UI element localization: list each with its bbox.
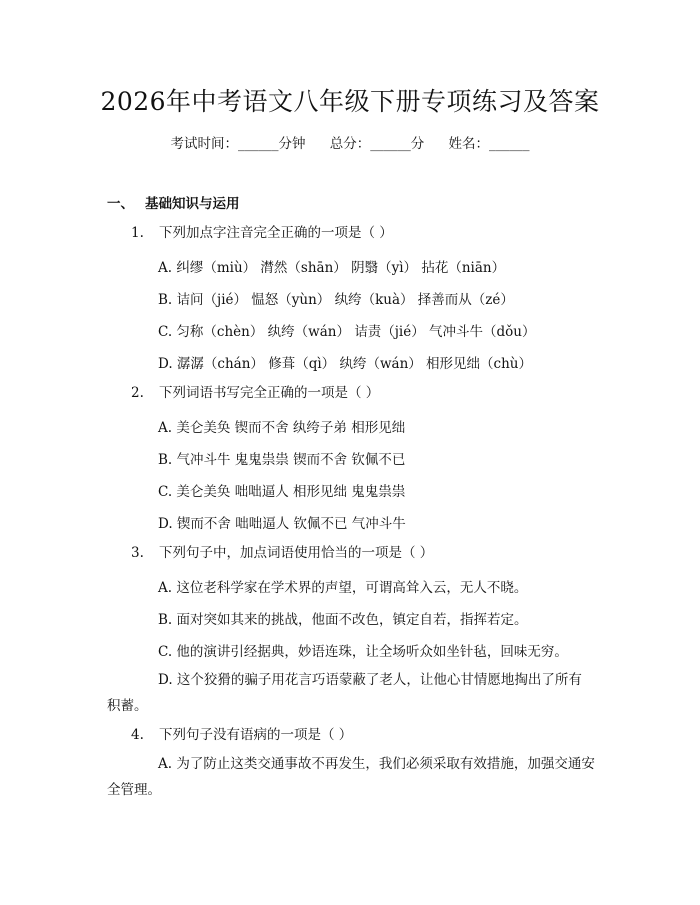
q4-option-a: A. 为了防止这类交通事故不再发生，我们必须采取有效措施，加强交通安全管理。 <box>107 756 595 798</box>
q3-option-a: A. 这位老科学家在学术界的声望，可谓高耸入云，无人不晓。 <box>158 580 528 596</box>
question-text: 下列词语书写完全正确的一项是（ ） <box>159 385 380 401</box>
q1-option-b: B. 诘问（jié） 愠怒（yùn） 纨绔（kuà） 择善而从（zé） <box>158 292 514 308</box>
q2-option-c: C. 美仑美奂 咄咄逼人 相形见绌 鬼鬼祟祟 <box>158 484 406 500</box>
q3-option-c: C. 他的演讲引经据典，妙语连珠，让全场听众如坐针毡，回味无穷。 <box>158 644 568 660</box>
question-number: 1. <box>131 225 144 241</box>
q1-option-a: A. 纠缪（miù） 潸然（shān） 阴翳（yì） 拈花（niān） <box>158 260 506 276</box>
exam-name: 姓名：______ <box>448 136 530 152</box>
section-number: 一、 <box>107 196 134 212</box>
q1-option-c: C. 匀称（chèn） 纨绔（wán） 诘责（jié） 气冲斗牛（dǒu） <box>158 324 536 340</box>
question-number: 4. <box>131 727 144 743</box>
question-4 <box>131 726 352 744</box>
q2-option-d: D. 锲而不舍 咄咄逼人 钦佩不已 气冲斗牛 <box>158 516 406 532</box>
q3-option-d: D. 这个狡猾的骗子用花言巧语蒙蔽了老人，让他心甘情愿地掏出了所有积蓄。 <box>107 672 582 714</box>
q1-option-d: D. 潺潺（chán） 修葺（qì） 纨绔（wán） 相形见绌（chù） <box>158 356 533 372</box>
document-title: 2026年中考语文八年级下册专项练习及答案 <box>100 87 600 116</box>
section-title: 基础知识与运用 <box>145 196 240 212</box>
exam-meta <box>0 132 700 152</box>
question-2 <box>131 384 379 402</box>
exam-time: 考试时间：______分钟 <box>170 136 306 152</box>
q2-option-b: B. 气冲斗牛 鬼鬼祟祟 锲而不舍 钦佩不已 <box>158 452 406 468</box>
question-text: 下列加点字注音完全正确的一项是（ ） <box>159 225 393 241</box>
section-heading <box>107 192 240 212</box>
question-1 <box>131 224 393 242</box>
question-3 <box>131 544 433 562</box>
question-number: 3. <box>131 545 144 561</box>
question-text: 下列句子没有语病的一项是（ ） <box>159 727 353 743</box>
question-text: 下列句子中，加点词语使用恰当的一项是（ ） <box>159 545 434 561</box>
q2-option-a: A. 美仑美奂 锲而不舍 纨绔子弟 相形见绌 <box>158 420 406 436</box>
exam-score: 总分：______分 <box>329 136 425 152</box>
question-number: 2. <box>131 385 144 401</box>
q3-option-b: B. 面对突如其来的挑战，他面不改色，镇定自若，指挥若定。 <box>158 612 528 628</box>
